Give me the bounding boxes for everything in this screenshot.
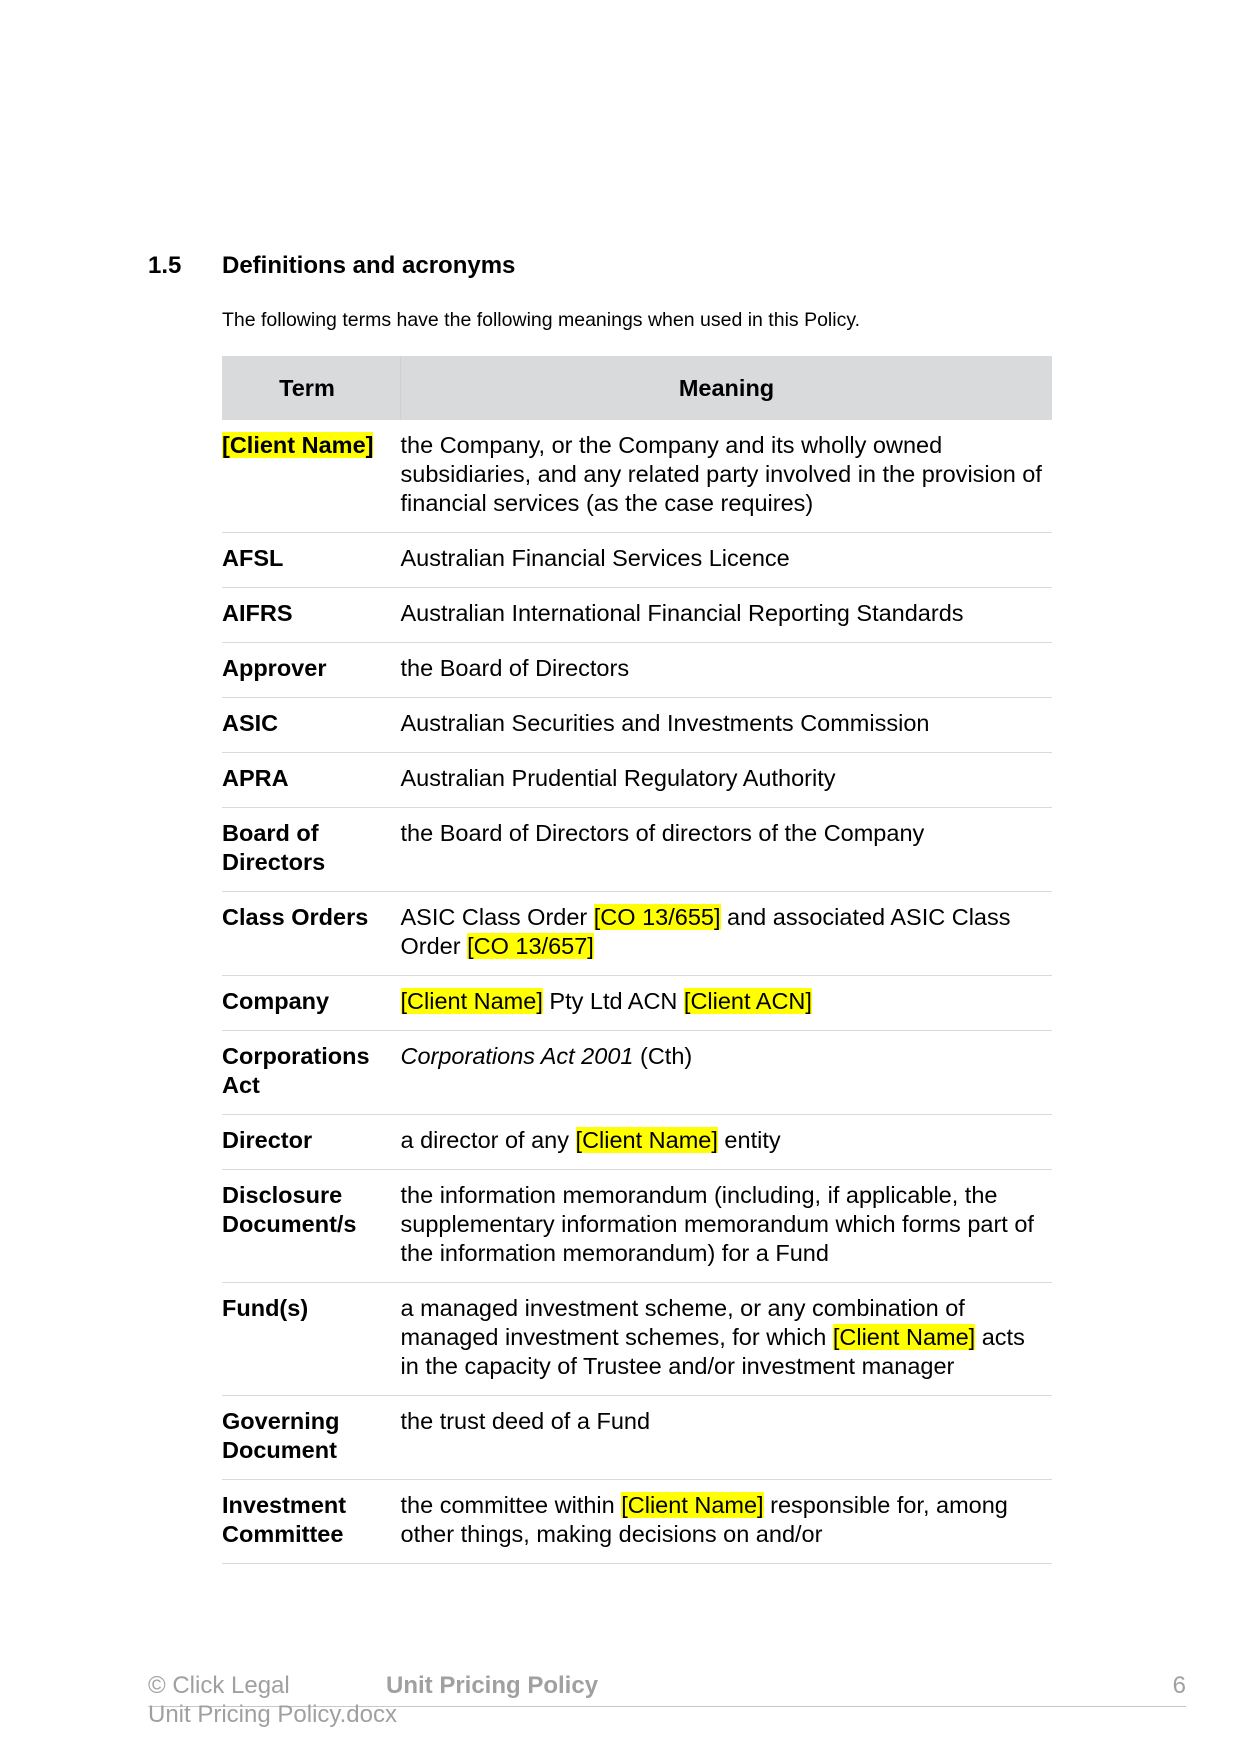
placeholder-highlight: [Client ACN] [683, 988, 812, 1014]
term-cell [222, 420, 401, 533]
term-text: [Client Name] [222, 432, 374, 458]
meaning-cell [401, 643, 1053, 698]
term-text: Board of Directors [222, 820, 326, 875]
term-text: AIFRS [222, 600, 293, 626]
term-text: Governing Document [222, 1408, 340, 1463]
placeholder-highlight: [CO 13/655] [593, 904, 721, 930]
meaning-cell [401, 1115, 1053, 1170]
table-row [222, 1115, 1052, 1170]
meaning-text: and associated ASIC Class Order [400, 904, 1011, 959]
meaning-cell [401, 1283, 1053, 1396]
footer-doc-title: Unit Pricing Policy [386, 1672, 599, 1699]
meaning-text: Australian Prudential Regulatory Authority [400, 765, 836, 791]
section-heading [148, 252, 515, 280]
table-row [222, 1031, 1052, 1115]
meaning-cell [401, 892, 1053, 976]
term-cell [222, 1396, 401, 1480]
meaning-cell [401, 1396, 1053, 1480]
table-row [222, 698, 1052, 753]
table-row [222, 1283, 1052, 1396]
meaning-text: a director of any [400, 1127, 576, 1153]
meaning-text: a managed investment scheme, or any combination of managed investment schemes, for which [400, 1295, 965, 1350]
term-text: AFSL [222, 545, 284, 571]
term-text: Approver [222, 655, 327, 681]
meaning-text: the information memorandum (including, if applicable, the supplementary information memorandum which forms part of the information memorandum) for a Fund [400, 1182, 1034, 1266]
meaning-cell [401, 698, 1053, 753]
term-text: APRA [222, 765, 289, 791]
footer-filename: Unit Pricing Policy.docx [148, 1701, 397, 1728]
placeholder-highlight: [Client Name] [621, 1492, 764, 1518]
meaning-text: responsible for, among other things, making decisions on and/or [400, 1492, 1008, 1547]
table-row [222, 420, 1052, 533]
meaning-cell [401, 976, 1053, 1031]
term-cell [222, 976, 401, 1031]
term-cell [222, 1283, 401, 1396]
meaning-text: the trust deed of a Fund [400, 1408, 651, 1434]
section-number: 1.5 [148, 252, 182, 279]
table-row [222, 808, 1052, 892]
header-term: Term [222, 356, 401, 420]
table-row [222, 588, 1052, 643]
term-text: Disclosure Document/s [222, 1182, 357, 1237]
placeholder-highlight: [Client Name] [575, 1127, 718, 1153]
term-text: Corporations Act [222, 1043, 370, 1098]
meaning-text: the Board of Directors of directors of the Company [400, 820, 925, 846]
meaning-cell [401, 1170, 1053, 1283]
definitions-body [222, 420, 1052, 1564]
term-cell [222, 1115, 401, 1170]
table-row [222, 753, 1052, 808]
table-row [222, 1480, 1052, 1564]
term-cell [222, 533, 401, 588]
meaning-cell [401, 588, 1053, 643]
meaning-text: Australian Financial Services Licence [400, 545, 790, 571]
meaning-text: the committee within [400, 1492, 622, 1518]
term-cell [222, 588, 401, 643]
term-cell [222, 808, 401, 892]
term-text: Director [222, 1127, 313, 1153]
term-cell [222, 1031, 401, 1115]
placeholder-highlight: [Client Name] [832, 1324, 976, 1350]
meaning-text: Pty Ltd ACN [542, 988, 684, 1014]
definitions-table [222, 356, 1052, 1564]
meaning-text: Australian International Financial Reporting Standards [400, 600, 964, 626]
meaning-text: Australian Securities and Investments Commission [400, 710, 930, 736]
table-row [222, 533, 1052, 588]
table-row [222, 1170, 1052, 1283]
footer-page-number: 6 [1172, 1672, 1186, 1699]
table-row [222, 643, 1052, 698]
table-header-row [222, 356, 1052, 420]
meaning-text: acts in the capacity of Trustee and/or investment manager [400, 1324, 1025, 1379]
term-cell [222, 698, 401, 753]
term-text: Class Orders [222, 904, 369, 930]
header-meaning: Meaning [401, 356, 1053, 420]
meaning-cell [401, 808, 1053, 892]
term-cell [222, 643, 401, 698]
meaning-text: entity [717, 1127, 781, 1153]
meaning-cell [401, 420, 1053, 533]
placeholder-highlight: [CO 13/657] [467, 933, 594, 959]
meaning-text: the Board of Directors [400, 655, 630, 681]
term-cell [222, 892, 401, 976]
table-row [222, 892, 1052, 976]
meaning-cell [401, 533, 1053, 588]
term-text: Investment Committee [222, 1492, 347, 1547]
meaning-text: ASIC Class Order [400, 904, 594, 930]
term-text: Company [222, 988, 330, 1014]
term-cell [222, 1480, 401, 1564]
table-row [222, 1396, 1052, 1480]
section-intro: The following terms have the following meanings when used in this Policy. [222, 309, 861, 331]
footer-copyright: © Click Legal [148, 1672, 290, 1699]
section-title: Definitions and acronyms [222, 252, 516, 279]
term-cell [222, 753, 401, 808]
meaning-cell [401, 1031, 1053, 1115]
term-cell [222, 1170, 401, 1283]
term-text: ASIC [222, 710, 279, 736]
meaning-text: Corporations Act 2001 [400, 1043, 634, 1069]
meaning-text: (Cth) [633, 1043, 693, 1069]
table-row [222, 976, 1052, 1031]
meaning-cell [401, 1480, 1053, 1564]
term-text: Fund(s) [222, 1295, 309, 1321]
placeholder-highlight: [Client Name] [400, 988, 543, 1014]
meaning-text: the Company, or the Company and its wholly owned subsidiaries, and any related party involved in the provision of financial services (as the case requires) [400, 432, 1042, 516]
meaning-cell [401, 753, 1053, 808]
